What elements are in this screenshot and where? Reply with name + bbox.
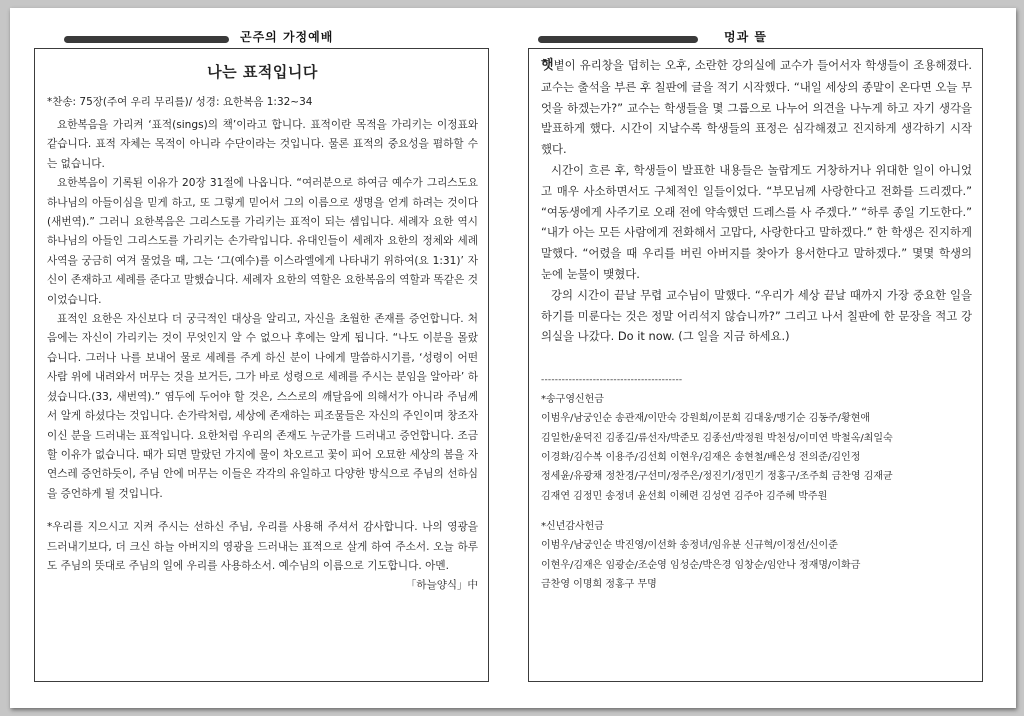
donor-line: 정세윤/유광채 정찬경/구선미/정주은/정진기/정민기 정홍구/조주희 금찬영 김재균 bbox=[541, 471, 893, 483]
donor-line: 이범우/남궁인순 박진영/이선화 송정녀/임유분 신규혁/이정선/신이준 bbox=[541, 540, 838, 552]
left-header-title: 곤주의 가정예배 bbox=[240, 30, 334, 44]
worship-title: 나는 표적입니다 bbox=[207, 63, 318, 81]
donations-title: *송구영신헌금 bbox=[541, 394, 604, 406]
left-header-bar bbox=[64, 36, 229, 43]
spacer bbox=[541, 506, 972, 517]
worship-paragraph: 요한복음이 기록된 이유가 20장 31절에 나옵니다. “여러분으로 하여금 예수가 그리스도요 하나님의 아들이심을 믿게 하고, 또 그렇게 믿어서 그의 이름으로 생명을 얻게 하려는 것이다(새번역).” 그러니 요한복음은 그리스도를 가리키는 표적이 되는 셈입니다. 세례자 요한 역시 하나님의 아들인 그리스도를 가리키는 손가락입니다. 유대인들이 세례자 요한의 정체와 세례 사역을 궁금히 여겨 물었을 때, 그는 ‘그(예수)를 이스라엘에게 나타내기 위하여(요 1:31)’ 자신이 존재하고 세례를 준다고 말했습니다. 세례자 요한의 역할은 요한복음의 역할과 똑같은 것이었습니다. bbox=[47, 177, 478, 306]
drop-initial: 햇 bbox=[541, 58, 554, 73]
right-header-bar bbox=[538, 36, 698, 43]
donor-line: 금찬영 이명희 정홍구 무명 bbox=[541, 579, 657, 590]
worship-paragraph: 요한복음을 가리켜 ‘표적(sings)의 책’이라고 합니다. 표적이란 목적을 가리키는 이정표와 같습니다. 표적 자체는 목적이 아니라 수단이라는 것입니다. 물론 표적의 중요성을 폄하할 수는 없습니다. bbox=[47, 119, 478, 170]
worship-paragraph: 표적인 요한은 자신보다 더 궁극적인 대상을 알리고, 자신을 초월한 존재를 증언합니다. 처음에는 자신이 가리키는 것이 무엇인지 알 수 없으나 후에는 알게 됩니다. “나도 이분을 몰랐습니다. 그러나 나를 보내어 물로 세례를 주게 하신 분이 나에게 말씀하시기를, ‘성령이 어떤 사람 위에 내려와서 머무는 것을 보거든, 그가 바로 성령으로 세례를 주시는 분임을 알아라’ 하셨습니다.(33, 새번역).” 염두에 두어야 할 것은, 스스로의 깨달음에 의해서가 아니라 주님께서 알게 하셨다는 것입니다. 손가락처럼, 세상에 존재하는 피조물들은 자신의 주인이며 창조자이신 분을 드러내는 표적입니다. 요한처럼 우리의 존재도 누군가를 드러내고 증언합니다. 조금할 이유가 없습니다. 때가 되면 말랐던 가지에 물이 차오르고 꽃이 피어 오묘한 세상의 봄을 자연스레 증언하듯이, 주님 안에 머무는 이들은 각각의 유일하고 다양한 방식으로 주님의 선하심을 증언하게 될 것입니다. bbox=[47, 313, 478, 500]
source-attribution: 「하늘양식」中 bbox=[405, 579, 478, 592]
donor-line: 이경화/김수복 이용주/김선희 이현우/김재은 송현철/배은성 전의준/김인정 bbox=[541, 451, 861, 463]
right-header-title: 멍과 뜰 bbox=[724, 30, 767, 44]
prayer-block bbox=[47, 518, 478, 592]
prayer-text: *우리를 지으시고 지켜 주시는 선하신 주님, 우리를 사용해 주셔서 감사합니다. 나의 영광을 드러내기보다, 더 크신 하늘 아버지의 영광을 드러내는 표적으로 살게 하여 주소서. 오늘 하루도 주님의 뜻대로 주님의 일에 우리를 사용하소서. 예수님의 이름으로 기도합니다. 아멘. bbox=[47, 521, 478, 572]
meditation-panel bbox=[528, 48, 983, 682]
donor-line: 이범우/남궁인순 송관재/이만숙 강원희/이문희 김대웅/맹기순 김동주/황현애 bbox=[541, 413, 871, 425]
section-divider: ----------------------------------------- bbox=[541, 375, 683, 386]
donor-line: 김일한/윤덕진 김종길/류선자/박준모 김종선/박정원 박천성/이미연 박철옥/최일숙 bbox=[541, 432, 893, 444]
story-paragraph-text: 볕이 유리창을 덥히는 오후, 소란한 강의실에 교수가 들어서자 학생들이 조용해졌다. 교수는 출석을 부른 후 칠판에 글을 적기 시작했다. “내일 세상의 종말이 온다면 오늘 무엇을 하겠는가?” 교수는 학생들을 몇 그룹으로 나누어 의견을 나누게 하고 자기 생각을 발표하게 했다. 시간이 지날수록 학생들의 표정은 심각해졌고 진지하게 생각하기 시작했다. bbox=[541, 58, 972, 157]
family-worship-panel bbox=[34, 48, 489, 682]
hymn-scripture-line: *찬송: 75장(주여 우리 무리를)/ 성경: 요한복음 1:32~34 bbox=[47, 96, 313, 108]
donor-line: 이현우/김재은 임광순/조순영 임성순/박은경 임창순/임안나 정재명/이화금 bbox=[541, 559, 861, 571]
donor-line: 김재연 김정민 송정녀 윤선희 이혜련 김성연 김주아 김주혜 박주원 bbox=[541, 490, 828, 502]
newyear-offering-title: *신년감사헌금 bbox=[541, 521, 604, 533]
story-paragraph bbox=[541, 55, 972, 160]
story-paragraph: 시간이 흐른 후, 학생들이 발표한 내용들은 놀랍게도 거창하거나 위대한 일이 아니었고 매우 사소하면서도 구체적인 일들이었다. “부모님께 사랑한다고 전화를 드리겠다.” “여동생에게 사주기로 오래 전에 약속했던 드레스를 사 주겠다.” “하루 종일 기도한다.” “내가 아는 모든 사람에게 전화해서 고맙다, 사랑한다고 말하겠다.” 한 학생은 진지하게 말했다. “어렸을 때 우리를 버린 아버지를 찾아가 용서한다고 말하겠다.” 몇몇 학생의 눈에 눈물이 맺혔다. bbox=[541, 162, 972, 281]
story-paragraph: 강의 시간이 끝날 무렵 교수님이 말했다. “우리가 세상 끝날 때까지 가장 중요한 일을 하기를 미룬다는 것은 정말 어리석지 않습니까?” 그리고 나서 칠판에 한 문장을 적고 강의실을 나갔다. Do it now. (그 일을 지금 하세요.) bbox=[541, 287, 972, 344]
